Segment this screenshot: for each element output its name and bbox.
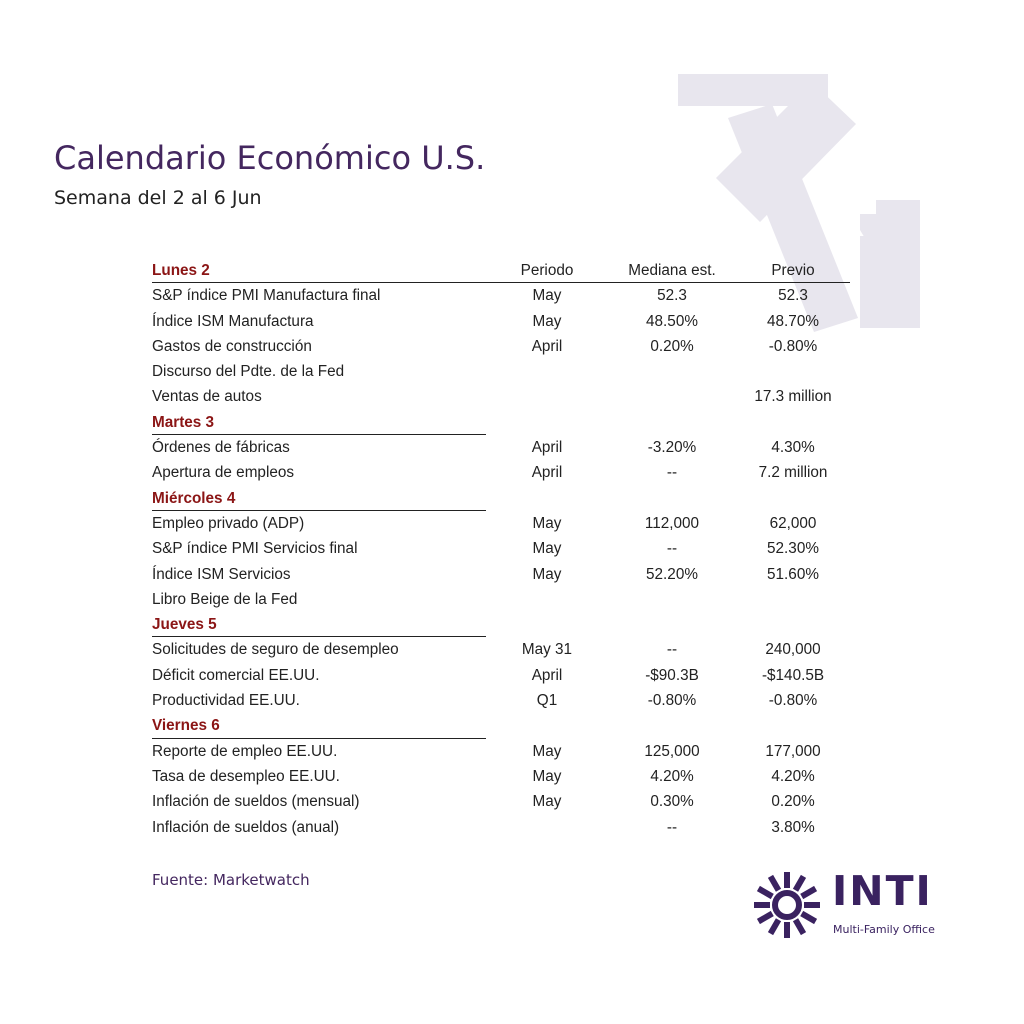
event-name: Discurso del Pdte. de la Fed xyxy=(152,363,345,381)
event-name: Empleo privado (ADP) xyxy=(152,514,305,532)
inti-logo xyxy=(752,868,952,940)
day-label: Martes 3 xyxy=(152,413,215,431)
event-periodo: May 31 xyxy=(521,641,573,659)
event-periodo: April xyxy=(531,439,563,457)
event-mediana: 52.20% xyxy=(646,565,698,583)
event-periodo: April xyxy=(531,337,563,355)
event-mediana: -$90.3B xyxy=(645,666,699,684)
table-row xyxy=(152,663,852,688)
table-row xyxy=(152,283,852,308)
day-label: Viernes 6 xyxy=(152,717,220,735)
day-header-row xyxy=(152,713,852,738)
event-periodo: April xyxy=(531,666,563,684)
event-periodo: May xyxy=(532,742,562,760)
event-periodo: Q1 xyxy=(536,692,558,710)
event-mediana: -- xyxy=(666,540,678,558)
source-note: Fuente: Marketwatch xyxy=(152,871,310,889)
event-periodo: May xyxy=(532,767,562,785)
column-header-mediana: Mediana est. xyxy=(628,262,716,279)
event-previo: 17.3 million xyxy=(754,388,832,406)
day-label: Lunes 2 xyxy=(152,262,210,279)
event-name: Déficit comercial EE.UU. xyxy=(152,666,320,684)
event-mediana: 125,000 xyxy=(644,742,700,760)
event-previo: 62,000 xyxy=(769,514,817,532)
event-name: Órdenes de fábricas xyxy=(152,439,290,457)
event-name: Gastos de construcción xyxy=(152,337,312,355)
event-periodo: May xyxy=(532,287,562,305)
event-name: Inflación de sueldos (anual) xyxy=(152,818,340,836)
table-row xyxy=(152,359,852,384)
table-row xyxy=(152,309,852,334)
event-previo: -$140.5B xyxy=(761,666,825,684)
table-row xyxy=(152,562,852,587)
day-label: Jueves 5 xyxy=(152,616,217,634)
event-periodo: May xyxy=(532,312,562,330)
event-mediana: 48.50% xyxy=(646,312,698,330)
event-mediana: -0.80% xyxy=(647,692,697,710)
table-row xyxy=(152,637,852,662)
event-mediana: 0.30% xyxy=(650,793,694,811)
column-header-periodo: Periodo xyxy=(520,262,574,279)
event-previo: 240,000 xyxy=(765,641,821,659)
event-mediana: -- xyxy=(666,464,678,482)
event-periodo: May xyxy=(532,514,562,532)
logo-tagline: Multi-Family Office xyxy=(833,923,935,936)
event-name: S&P índice PMI Manufactura final xyxy=(152,287,381,305)
event-periodo: May xyxy=(532,793,562,811)
event-mediana: -3.20% xyxy=(647,439,697,457)
event-mediana: -- xyxy=(666,818,678,836)
event-name: Tasa de desempleo EE.UU. xyxy=(152,767,340,785)
page-title: Calendario Económico U.S. xyxy=(54,139,486,177)
event-mediana: 0.20% xyxy=(650,337,694,355)
event-name: Libro Beige de la Fed xyxy=(152,590,298,608)
event-previo: 177,000 xyxy=(765,742,821,760)
economic-calendar-table xyxy=(152,258,852,840)
event-mediana: 112,000 xyxy=(644,514,700,532)
event-previo: 51.60% xyxy=(767,565,819,583)
table-row xyxy=(152,739,852,764)
event-name: S&P índice PMI Servicios final xyxy=(152,540,358,558)
table-row xyxy=(152,511,852,536)
event-mediana: -- xyxy=(666,641,678,659)
event-previo: 0.20% xyxy=(771,793,815,811)
table-row xyxy=(152,460,852,485)
page-subtitle: Semana del 2 al 6 Jun xyxy=(54,187,262,209)
table-row xyxy=(152,435,852,460)
event-name: Productividad EE.UU. xyxy=(152,692,300,710)
event-name: Apertura de empleos xyxy=(152,464,295,482)
day-label: Miércoles 4 xyxy=(152,489,236,507)
table-row xyxy=(152,334,852,359)
event-mediana: 52.3 xyxy=(657,287,687,305)
table-row xyxy=(152,815,852,840)
table-row xyxy=(152,384,852,409)
column-header-previo: Previo xyxy=(771,262,815,279)
event-previo: -0.80% xyxy=(768,692,818,710)
event-previo: 4.30% xyxy=(771,439,815,457)
event-previo: 7.2 million xyxy=(758,464,828,482)
event-name: Ventas de autos xyxy=(152,388,262,406)
day-header-row xyxy=(152,486,852,511)
table-row xyxy=(152,587,852,612)
event-previo: 52.3 xyxy=(778,287,808,305)
day-header-row xyxy=(152,258,852,283)
table-row xyxy=(152,688,852,713)
logo-wordmark: INTI xyxy=(832,867,933,915)
event-previo: -0.80% xyxy=(768,337,818,355)
day-header-row xyxy=(152,410,852,435)
table-row xyxy=(152,536,852,561)
event-name: Inflación de sueldos (mensual) xyxy=(152,793,360,811)
event-mediana: 4.20% xyxy=(650,767,694,785)
event-previo: 48.70% xyxy=(767,312,819,330)
inti-sun-icon xyxy=(752,870,822,940)
event-previo: 3.80% xyxy=(771,818,815,836)
event-name: Reporte de empleo EE.UU. xyxy=(152,742,338,760)
event-previo: 52.30% xyxy=(767,540,819,558)
event-periodo: April xyxy=(531,464,563,482)
event-name: Solicitudes de seguro de desempleo xyxy=(152,641,399,659)
event-name: Índice ISM Manufactura xyxy=(152,312,314,330)
event-periodo: May xyxy=(532,540,562,558)
event-previo: 4.20% xyxy=(771,767,815,785)
table-row xyxy=(152,789,852,814)
table-row xyxy=(152,764,852,789)
event-periodo: May xyxy=(532,565,562,583)
event-name: Índice ISM Servicios xyxy=(152,565,291,583)
day-header-row xyxy=(152,612,852,637)
